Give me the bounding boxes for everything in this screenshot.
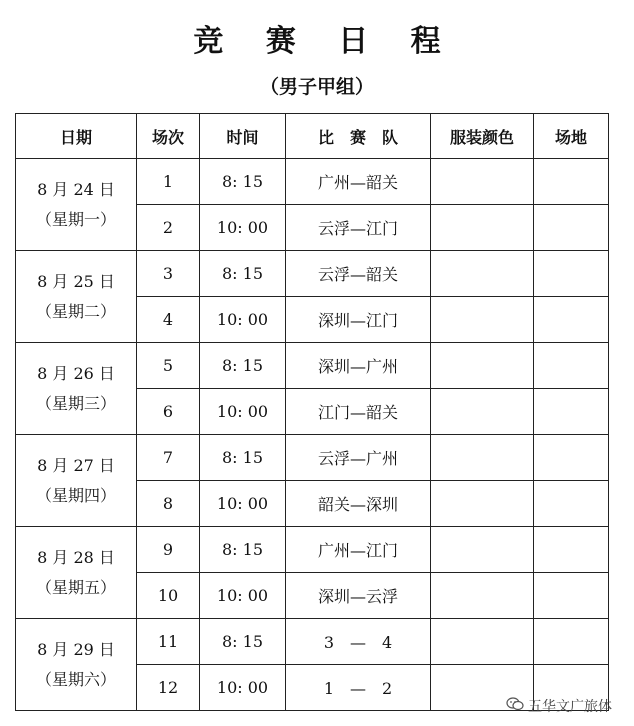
uniform-color-cell xyxy=(431,619,534,665)
wechat-icon xyxy=(506,697,524,715)
header-row xyxy=(16,114,609,159)
watermark-text: 五华文广旅体 xyxy=(528,699,612,715)
venue-cell xyxy=(534,481,609,527)
match-teams: 云浮—广州 xyxy=(286,435,431,481)
match-time: 10: 00 xyxy=(200,205,286,251)
weekday-text: （星期五） xyxy=(35,577,116,597)
match-number: 6 xyxy=(137,389,200,435)
uniform-color-cell xyxy=(431,481,534,527)
match-number: 2 xyxy=(137,205,200,251)
venue-cell xyxy=(534,527,609,573)
match-teams: 3 — 4 xyxy=(286,619,431,665)
match-number: 3 xyxy=(137,251,200,297)
match-time: 10: 00 xyxy=(200,665,286,711)
venue-cell xyxy=(534,435,609,481)
page-title: 竞 赛 日 程 xyxy=(193,24,457,59)
match-number: 8 xyxy=(137,481,200,527)
match-teams: 韶关—深圳 xyxy=(286,481,431,527)
date-text: 8 月 27 日 xyxy=(37,455,115,475)
match-time: 10: 00 xyxy=(200,573,286,619)
date-cell xyxy=(16,527,137,619)
header-time: 时间 xyxy=(200,114,286,159)
match-number: 4 xyxy=(137,297,200,343)
venue-cell xyxy=(534,205,609,251)
venue-cell xyxy=(534,251,609,297)
match-time: 10: 00 xyxy=(200,389,286,435)
date-cell xyxy=(16,435,137,527)
weekday-text: （星期六） xyxy=(35,669,116,689)
match-time: 10: 00 xyxy=(200,297,286,343)
weekday-text: （星期四） xyxy=(35,485,116,505)
match-time: 8: 15 xyxy=(200,435,286,481)
match-number: 12 xyxy=(137,665,200,711)
match-teams: 广州—江门 xyxy=(286,527,431,573)
match-number: 10 xyxy=(137,573,200,619)
match-teams: 江门—韶关 xyxy=(286,389,431,435)
match-time: 8: 15 xyxy=(200,159,286,205)
date-cell xyxy=(16,251,137,343)
date-text: 8 月 26 日 xyxy=(37,363,115,383)
venue-cell xyxy=(534,159,609,205)
uniform-color-cell xyxy=(431,343,534,389)
table-row xyxy=(16,619,609,665)
match-teams: 深圳—云浮 xyxy=(286,573,431,619)
weekday-text: （星期二） xyxy=(35,301,116,321)
table-row xyxy=(16,343,609,389)
match-teams: 深圳—江门 xyxy=(286,297,431,343)
venue-cell xyxy=(534,619,609,665)
date-text: 8 月 28 日 xyxy=(37,547,115,567)
match-time: 8: 15 xyxy=(200,619,286,665)
date-text: 8 月 25 日 xyxy=(37,271,115,291)
match-teams: 云浮—江门 xyxy=(286,205,431,251)
match-number: 9 xyxy=(137,527,200,573)
match-teams: 深圳—广州 xyxy=(286,343,431,389)
match-time: 8: 15 xyxy=(200,251,286,297)
table-row xyxy=(16,435,609,481)
uniform-color-cell xyxy=(431,251,534,297)
table-row xyxy=(16,527,609,573)
header-date: 日期 xyxy=(16,114,137,159)
match-time: 8: 15 xyxy=(200,343,286,389)
date-cell xyxy=(16,619,137,711)
uniform-color-cell xyxy=(431,297,534,343)
watermark xyxy=(506,696,612,716)
header-venue: 场地 xyxy=(534,114,609,159)
match-time: 10: 00 xyxy=(200,481,286,527)
uniform-color-cell xyxy=(431,159,534,205)
match-number: 1 xyxy=(137,159,200,205)
date-cell xyxy=(16,343,137,435)
venue-cell xyxy=(534,343,609,389)
date-text: 8 月 29 日 xyxy=(37,639,115,659)
date-cell xyxy=(16,159,137,251)
match-teams: 1 — 2 xyxy=(286,665,431,711)
match-number: 7 xyxy=(137,435,200,481)
match-time: 8: 15 xyxy=(200,527,286,573)
venue-cell xyxy=(534,389,609,435)
uniform-color-cell xyxy=(431,527,534,573)
match-number: 11 xyxy=(137,619,200,665)
match-teams: 广州—韶关 xyxy=(286,159,431,205)
header-uniform-color: 服装颜色 xyxy=(431,114,534,159)
table-row xyxy=(16,251,609,297)
uniform-color-cell xyxy=(431,435,534,481)
uniform-color-cell xyxy=(431,389,534,435)
table-row xyxy=(16,159,609,205)
page-subtitle: （男子甲组） xyxy=(259,76,374,98)
weekday-text: （星期一） xyxy=(35,209,116,229)
date-text: 8 月 24 日 xyxy=(37,179,115,199)
uniform-color-cell xyxy=(431,573,534,619)
venue-cell xyxy=(534,573,609,619)
match-teams: 云浮—韶关 xyxy=(286,251,431,297)
venue-cell xyxy=(534,297,609,343)
header-match-no: 场次 xyxy=(137,114,200,159)
match-number: 5 xyxy=(137,343,200,389)
weekday-text: （星期三） xyxy=(35,393,116,413)
header-teams: 比 赛 队 xyxy=(286,114,431,159)
uniform-color-cell xyxy=(431,205,534,251)
schedule-table xyxy=(15,113,609,711)
